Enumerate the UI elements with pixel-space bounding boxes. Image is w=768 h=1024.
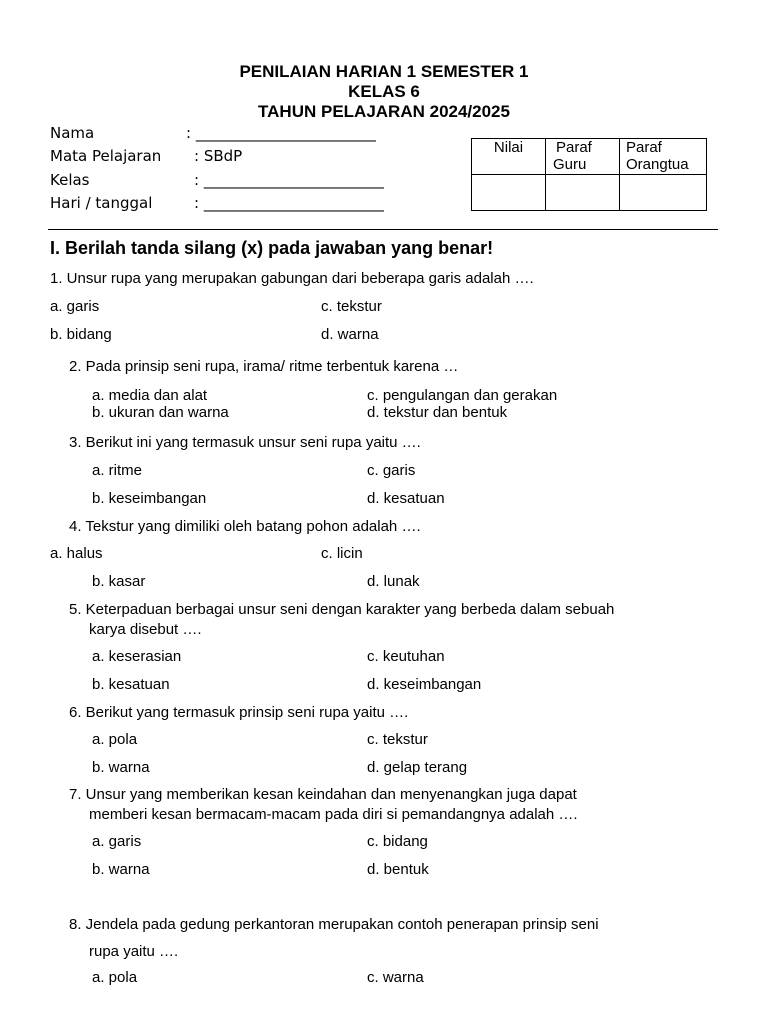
section-heading xyxy=(50,238,493,259)
q3-option-d: d. kesatuan xyxy=(367,490,445,507)
q8-option-a: a. pola xyxy=(92,969,138,986)
section-instruction: Berilah tanda silang (x) pada jawaban yang benar! xyxy=(65,238,494,258)
q1-option-a: a. garis xyxy=(50,298,100,315)
question-5-line-2: karya disebut …. xyxy=(89,621,202,638)
paraf-orangtua-header: Paraf Orangtua xyxy=(620,139,707,175)
hari-label: Hari / tanggal xyxy=(50,194,153,212)
kelas-field: : ________________________ xyxy=(194,171,384,189)
question-2: 2. Pada prinsip seni rupa, irama/ ritme terbentuk karena … xyxy=(69,358,459,375)
q3-option-b: b. keseimbangan xyxy=(92,490,207,507)
q2-option-d: d. tekstur dan bentuk xyxy=(367,404,508,421)
q4-option-c: c. licin xyxy=(321,545,363,562)
q5-option-b: b. kesatuan xyxy=(92,676,170,693)
exam-title: PENILAIAN HARIAN 1 SEMESTER 1 xyxy=(239,62,529,81)
q5-option-d: d. keseimbangan xyxy=(367,676,482,693)
paraf-guru-cell xyxy=(546,175,620,211)
q7-option-d: d. bentuk xyxy=(367,861,429,878)
q4-option-a: a. halus xyxy=(50,545,103,562)
q2-option-b: b. ukuran dan warna xyxy=(92,404,229,421)
nilai-cell xyxy=(472,175,546,211)
q3-option-a: a. ritme xyxy=(92,462,143,479)
divider xyxy=(48,229,718,230)
nilai-header: Nilai xyxy=(472,139,546,175)
q2-option-a: a. media dan alat xyxy=(92,387,208,404)
question-7-line-1: 7. Unsur yang memberikan kesan keindahan dan menyenangkan juga dapat xyxy=(69,786,577,803)
q6-option-b: b. warna xyxy=(92,759,150,776)
class-title: KELAS 6 xyxy=(348,82,420,101)
q4-option-d: d. lunak xyxy=(367,573,420,590)
q8-option-c: c. warna xyxy=(367,969,424,986)
score-signature-table xyxy=(471,138,707,211)
q6-option-d: d. gelap terang xyxy=(367,759,468,776)
question-1: 1. Unsur rupa yang merupakan gabungan dari beberapa garis adalah …. xyxy=(50,270,534,287)
nama-label: Nama xyxy=(50,124,95,142)
q6-option-c: c. tekstur xyxy=(367,731,428,748)
paraf-orangtua-cell xyxy=(620,175,707,211)
hari-field: : ________________________ xyxy=(194,194,384,212)
q7-option-c: c. bidang xyxy=(367,833,428,850)
question-6: 6. Berikut yang termasuk prinsip seni rupa yaitu …. xyxy=(69,704,409,721)
q1-option-c: c. tekstur xyxy=(321,298,382,315)
q7-option-b: b. warna xyxy=(92,861,150,878)
kelas-label: Kelas xyxy=(50,171,90,189)
q5-option-c: c. keutuhan xyxy=(367,648,445,665)
q6-option-a: a. pola xyxy=(92,731,138,748)
paraf-guru-header: Paraf Guru xyxy=(546,139,620,175)
nama-field: : ________________________ xyxy=(186,124,376,142)
q3-option-c: c. garis xyxy=(367,462,416,479)
q1-option-d: d. warna xyxy=(321,326,379,343)
q7-option-a: a. garis xyxy=(92,833,142,850)
question-4: 4. Tekstur yang dimiliki oleh batang pohon adalah …. xyxy=(69,518,421,535)
question-5-line-1: 5. Keterpaduan berbagai unsur seni dengan karakter yang berbeda dalam sebuah xyxy=(69,601,615,618)
question-8-line-2: rupa yaitu …. xyxy=(89,943,179,960)
q2-option-c: c. pengulangan dan gerakan xyxy=(367,387,558,404)
section-number: I. xyxy=(50,238,61,258)
question-7-line-2: memberi kesan bermacam-macam pada diri si pemandangnya adalah …. xyxy=(89,806,578,823)
question-8-line-1: 8. Jendela pada gedung perkantoran merupakan contoh penerapan prinsip seni xyxy=(69,916,599,933)
q1-option-b: b. bidang xyxy=(50,326,112,343)
mapel-value: : SBdP xyxy=(194,147,243,165)
year-title: TAHUN PELAJARAN 2024/2025 xyxy=(258,102,510,121)
mapel-label: Mata Pelajaran xyxy=(50,147,162,165)
question-3: 3. Berikut ini yang termasuk unsur seni rupa yaitu …. xyxy=(69,434,421,451)
q5-option-a: a. keserasian xyxy=(92,648,182,665)
q4-option-b: b. kasar xyxy=(92,573,146,590)
